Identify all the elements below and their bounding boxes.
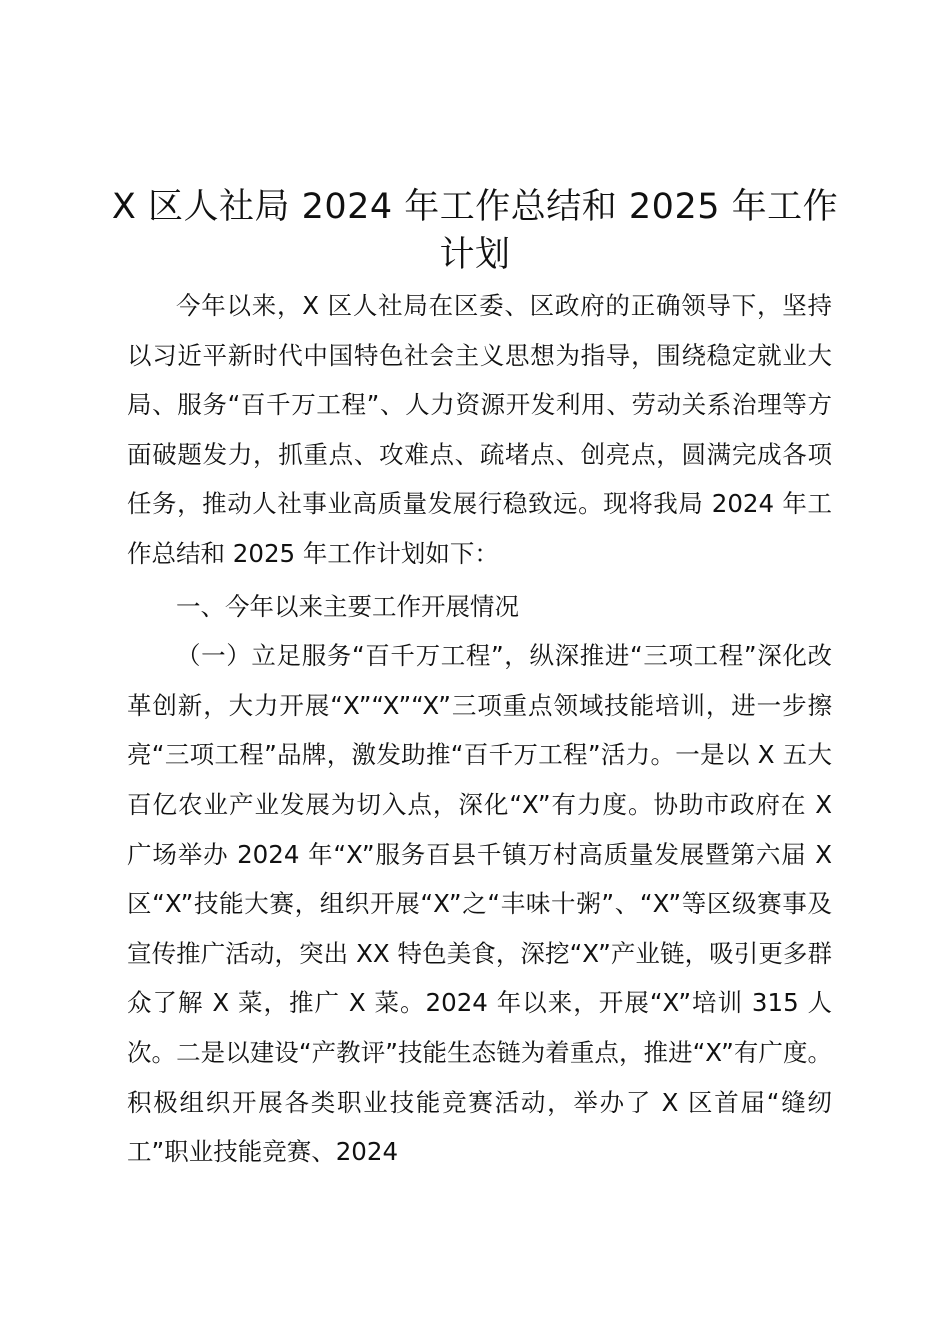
document-title: X 区人社局 2024 年工作总结和 2025 年工作计划 bbox=[111, 187, 839, 275]
document-body bbox=[127, 281, 832, 1177]
section-heading: 一、今年以来主要工作开展情况 bbox=[176, 591, 519, 621]
subsection-paragraph: （一）立足服务“百千万工程”，纵深推进“三项工程”深化改革创新，大力开展“X”“X”“X”三项重点领域技能培训，进一步擦亮“三项工程”品牌，激发助推“百千万工程”活力。一是以 X 五大百亿农业产业发展为切入点，深化“X”有力度。协助市政府在 X 广场举办 2024 年“X”服务百县千镇万村高质量发展暨第六届 X 区“X”技能大赛，组织开展“X”之“丰味十粥”、“X”等区级赛事及宣传推广活动，突出 XX 特色美食，深挖“X”产业链，吸引更多群众了解 X 菜，推广 X 菜。2024 年以来，开展“X”培训 315 人次。二是以建设“产教评”技能生态链为着重点，推进“X”有广度。积极组织开展各类职业技能竞赛活动，举办了 X 区首届“缝纫工”职业技能竞赛、2024 bbox=[127, 641, 832, 1167]
intro-paragraph: 今年以来，X 区人社局在区委、区政府的正确领导下，坚持以习近平新时代中国特色社会主义思想为指导，围绕稳定就业大局、服务“百千万工程”、人力资源开发利用、劳动关系治理等方面破题发力，抓重点、攻难点、疏堵点、创亮点，圆满完成各项任务，推动人社事业高质量发展行稳致远。现将我局 2024 年工作总结和 2025 年工作计划如下： bbox=[127, 291, 832, 568]
